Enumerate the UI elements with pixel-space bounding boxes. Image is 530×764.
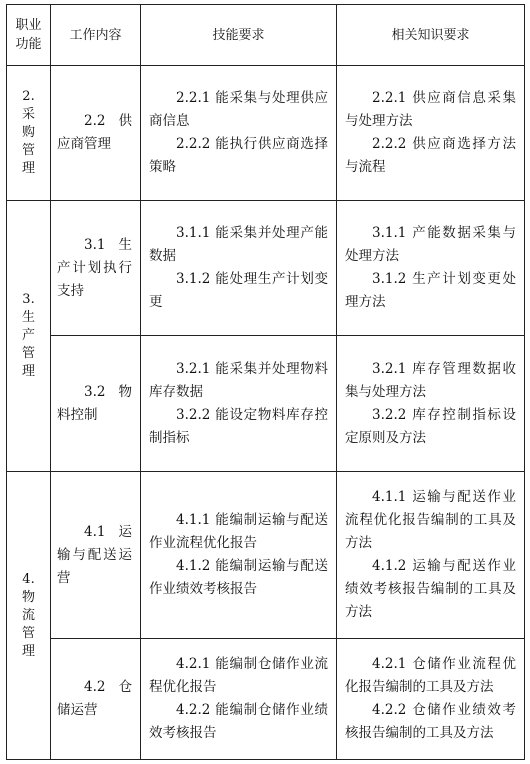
header-work-content: 工作内容 — [51, 5, 141, 66]
knowledge-item: 2.2.1 供应商信息采集与处理方法 — [345, 90, 516, 129]
table-row — [7, 472, 525, 639]
work-content-cell: 4.2 仓储运营 — [51, 639, 141, 760]
knowledge-item: 3.2.1 库存管理数据收集与处理方法 — [345, 360, 516, 400]
skill-item: 3.1.1 能采集并处理产能数据 — [149, 225, 328, 264]
skill-item: 3.1.2 能处理生产计划变更 — [149, 271, 328, 310]
function-cell-procurement: 2. 采 购 管 理 — [7, 66, 51, 201]
knowledge-cell — [337, 201, 525, 336]
work-content-cell: 2.2 供应商管理 — [51, 66, 141, 201]
knowledge-cell — [337, 639, 525, 760]
function-cell-logistics: 4. 物 流 管 理 — [7, 472, 51, 760]
knowledge-item: 3.1.2 生产计划变更处理方法 — [345, 271, 516, 310]
table-row — [7, 639, 525, 760]
header-row — [7, 5, 525, 66]
table-row — [7, 336, 525, 472]
skill-cell — [141, 201, 337, 336]
skills-standard-table — [6, 4, 524, 758]
header-knowledge-requirements: 相关知识要求 — [337, 5, 525, 66]
skill-item: 4.1.2 能编制运输与配送作业绩效考核报告 — [149, 558, 328, 597]
knowledge-cell — [337, 472, 525, 639]
function-cell-production: 3. 生 产 管 理 — [7, 201, 51, 472]
knowledge-item: 4.1.2 运输与配送作业绩效考核报告编制的工具及方法 — [345, 558, 516, 620]
skill-item: 4.1.1 能编制运输与配送作业流程优化报告 — [149, 512, 328, 551]
knowledge-cell — [337, 336, 525, 472]
skill-cell — [141, 472, 337, 639]
knowledge-item: 4.2.2 仓储作业绩效考核报告编制的工具及方法 — [345, 702, 516, 741]
skill-item: 4.2.1 能编制仓储作业流程优化报告 — [149, 656, 328, 695]
knowledge-item: 2.2.2 供应商选择方法与流程 — [345, 136, 516, 175]
table-row — [7, 66, 525, 201]
header-function: 职业 功能 — [7, 5, 51, 66]
header-skill-requirements: 技能要求 — [141, 5, 337, 66]
skill-cell — [141, 639, 337, 760]
skill-item: 2.2.2 能执行供应商选择策略 — [149, 136, 328, 175]
knowledge-item: 3.1.1 产能数据采集与处理方法 — [345, 225, 516, 264]
knowledge-item: 4.1.1 运输与配送作业流程优化报告编制的工具及方法 — [345, 489, 516, 551]
skill-item: 4.2.2 能编制仓储作业绩效考核报告 — [149, 702, 328, 741]
skill-item: 3.2.1 能采集并处理物料库存数据 — [149, 360, 328, 400]
skill-cell — [141, 66, 337, 201]
work-content-cell: 4.1 运输与配送运营 — [51, 472, 141, 639]
work-content-cell: 3.2 物料控制 — [51, 336, 141, 472]
knowledge-cell — [337, 66, 525, 201]
work-content-cell: 3.1 生产计划执行支持 — [51, 201, 141, 336]
skill-cell — [141, 336, 337, 472]
skill-item: 2.2.1 能采集与处理供应商信息 — [149, 90, 328, 129]
knowledge-item: 4.2.1 仓储作业流程优化报告编制的工具及方法 — [345, 656, 516, 695]
table-row — [7, 201, 525, 336]
knowledge-item: 3.2.2 库存控制指标设定原则及方法 — [345, 406, 516, 446]
skill-item: 3.2.2 能设定物料库存控制指标 — [149, 406, 328, 446]
